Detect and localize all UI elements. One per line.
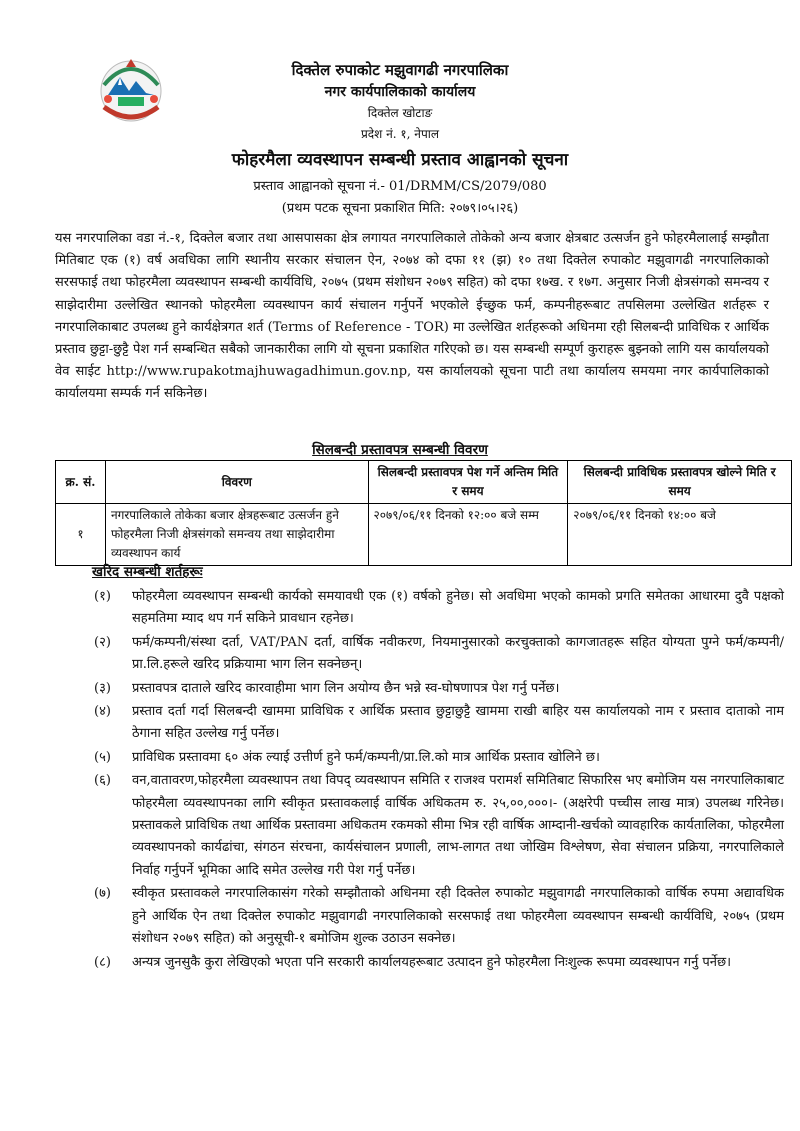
- condition-item: [88, 770, 784, 882]
- table-header-row: [56, 461, 792, 504]
- condition-text: अन्यत्र जुनसुकै कुरा लेखिएको भएता पनि सरकारी कार्यालयहरूबाट उत्पादन हुने फोहरमैला निःशुल्क रूपमा व्यवस्थापन गर्नु पर्नेछ।: [132, 954, 732, 970]
- conditions-list: [88, 586, 784, 975]
- cell-submission-deadline: २०७९/०६/११ दिनको १२:०० बजे सम्म: [368, 504, 568, 566]
- cell-serial: १: [56, 504, 106, 566]
- condition-number: (४): [94, 704, 111, 720]
- notice-number: प्रस्ताव आह्वानको सूचना नं.- 01/DRMM/CS/2079/080: [253, 179, 547, 194]
- office-name: नगर कार्यपालिकाको कार्यालय: [324, 84, 476, 100]
- header-description: विवरण: [105, 461, 368, 504]
- condition-item: [88, 586, 784, 631]
- condition-text: वन,वातावरण,फोहरमैला व्यवस्थापन तथा विपद् व्यवस्थापन समिति र राजश्व परामर्श समितिबाट सिफारिस भए बमोजिम यस नगरपालिकाबाट फोहरमैला व्यवस्थापनका लागि स्वीकृत प्रस्तावकलाई वार्षिक अधिकतम रु. २५,००,०००।- (अक्षरेपी पच्चीस लाख मात्र) उपलब्ध गरिनेछ। प्रस्तावकले प्राविधिक तथा आर्थिक प्रस्तावमा अधिकतम रकमको सीमा भित्र रही वार्षिक आम्दानी-खर्चको व्यावहारिक कार्यतालिका, फोहरमैला व्यवस्थापनको कार्यढांचा, संगठन संरचना, कार्यसंचालन प्रणाली, लाभ-लागत तथा जोखिम विश्लेषण, सेवा संचालन प्रक्रिया, नगरपालिकाले निर्वाह गर्नुपर्ने भूमिका आदि समेत उल्लेख गरी पेश गर्नु पर्नेछ।: [132, 773, 784, 878]
- table-caption: सिलबन्दी प्रस्तावपत्र सम्बन्धी विवरण: [312, 442, 488, 458]
- header-opening-time: सिलबन्दी प्राविधिक प्रस्तावपत्र खोल्ने मिति र समय: [568, 461, 792, 504]
- cell-description: नगरपालिकाले तोकेका बजार क्षेत्रहरूबाट उत्सर्जन हुने फोहरमैला निजी क्षेत्रसंगको समन्वय तथा साझेदारीमा व्यवस्थापन कार्य: [105, 504, 368, 566]
- condition-number: (७): [94, 886, 111, 902]
- publish-date: (प्रथम पटक सूचना प्रकाशित मिति: २०७९।०५।२६): [281, 201, 519, 216]
- header-submission-deadline: सिलबन्दी प्रस्तावपत्र पेश गर्ने अन्तिम मिति र समय: [368, 461, 568, 504]
- condition-item: [88, 701, 784, 746]
- condition-text: प्रस्तावपत्र दाताले खरिद कारवाहीमा भाग लिन अयोग्य छैन भन्ने स्व-घोषणापत्र पेश गर्नु पर्नेछ।: [132, 680, 560, 696]
- condition-item: [88, 883, 784, 950]
- conditions-heading: खरिद सम्बन्धी शर्तहरूः: [92, 564, 203, 580]
- condition-text: फर्म/कम्पनी/संस्था दर्ता, VAT/PAN दर्ता, वार्षिक नवीकरण, नियमानुसारको करचुक्ताको कागजातहरू सहित योग्यता पुग्ने फर्म/कम्पनी/प्रा.लि.हरूले खरिद प्रक्रियामा भाग लिन सक्नेछन्।: [132, 634, 784, 673]
- condition-item: [88, 632, 784, 677]
- condition-item: [88, 678, 784, 700]
- condition-number: (८): [94, 954, 111, 970]
- proposal-details-table: [55, 460, 792, 566]
- municipality-name: दिक्तेल रुपाकोट मझुवागढी नगरपालिका: [291, 61, 509, 79]
- notice-title: फोहरमैला व्यवस्थापन सम्बन्धी प्रस्ताव आह्वानको सूचना: [231, 150, 569, 170]
- condition-number: (५): [94, 749, 111, 765]
- office-location: दिक्तेल खोटाङ: [367, 106, 433, 120]
- table-row: [56, 504, 792, 566]
- condition-item: [88, 952, 784, 974]
- condition-text: प्रस्ताव दर्ता गर्दा सिलबन्दी खाममा प्राविधिक र आर्थिक प्रस्ताव छुट्टाछुट्टै खाममा राखी बाहिर यस कार्यालयको नाम र प्रस्ताव दाताको नाम ठेगाना सहित उल्लेख गर्नु पर्नेछ।: [132, 704, 784, 742]
- condition-text: स्वीकृत प्रस्तावकले नगरपालिकासंग गरेको सम्झौताको अधिनमा रही दिक्तेल रुपाकोट मझुवागढी नगरपालिकाको वार्षिक रुपमा अद्यावधिक हुने आर्थिक ऐन तथा दिक्तेल रुपाकोट मझुवागढी नगरपालिकाको सरसफाई तथा फोहरमैला व्यवस्थापन सम्बन्धी कार्यविधि, २०७५ (प्रथम संशोधन २०७९ सहित) को अनुसूची-१ बमोजिम शुल्क उठाउन सक्नेछ।: [132, 886, 784, 947]
- condition-number: (६): [94, 773, 111, 789]
- condition-number: (३): [94, 680, 111, 696]
- condition-number: (२): [94, 634, 111, 650]
- province-line: प्रदेश नं. १, नेपाल: [360, 127, 440, 141]
- condition-text: प्राविधिक प्रस्तावमा ६० अंक ल्याई उत्तीर्ण हुने फर्म/कम्पनी/प्रा.लि.को मात्र आर्थिक प्रस्ताव खोलिने छ।: [132, 749, 600, 765]
- condition-text: फोहरमैला व्यवस्थापन सम्बन्धी कार्यको समयावधी एक (१) वर्षको हुनेछ। सो अवधिमा भएको कामको प्रगति समेतका आधारमा दुवै पक्षको सहमतिमा म्याद थप गर्न सकिने प्रावधान रहनेछ।: [132, 589, 784, 627]
- condition-item: [88, 747, 784, 769]
- condition-number: (१): [94, 589, 111, 604]
- header-serial: क्र. सं.: [56, 461, 106, 504]
- intro-paragraph: यस नगरपालिका वडा नं.-१, दिक्तेल बजार तथा आसपासका क्षेत्र लगायत नगरपालिकाले तोकेको अन्य बजार क्षेत्रबाट उत्सर्जन हुने फोहरमैलालाई सम्झौता मितिबाट एक (१) वर्ष अवधिका लागि स्थानीय सरकार संचालन ऐन, २०७४ को दफा ११ (झ) १० तथा दिक्तेल रुपाकोट मझुवागढी नगरपालिकाको सरसफाई तथा फोहरमैला व्यवस्थापन सम्बन्धी कार्यविधि, २०७५ (प्रथम संशोधन २०७९ सहित) को दफा १७ख. र १७ग. अनुसार निजी क्षेत्रसंगको समन्वय र साझेदारीमा उल्लेखित स्थानको फोहरमैला व्यवस्थापन कार्य संचालन गर्नुपर्ने भएकोले ईच्छुक फर्म, कम्पनीहरूबाट तपसिलमा उल्लेखित शर्तहरू र नगरपालिकाबाट उपलब्ध हुने कार्यक्षेत्रगत शर्त (Terms of Reference - TOR) मा उल्लेखित शर्तहरूको अधिनमा रही सिलबन्दी प्राविधिक र आर्थिक प्रस्ताव छुट्टा-छुट्टै पेश गर्न सम्बन्धित सबैको जानकारीका लागि यो सूचना प्रकाशित गरिएको छ। यस सम्बन्धी सम्पूर्ण कुराहरू बुझ्नको लागि यस कार्यालयको वेव साईट http://www.rupakotmajhuwagadhimun.gov.np, यस कार्यालयको सूचना पाटी तथा कार्यालय समयमा नगर कार्यपालिकाको कार्यालयमा सम्पर्क गर्न सकिनेछ।: [55, 231, 770, 402]
- cell-opening-time: २०७९/०६/११ दिनको १४:०० बजे: [568, 504, 792, 566]
